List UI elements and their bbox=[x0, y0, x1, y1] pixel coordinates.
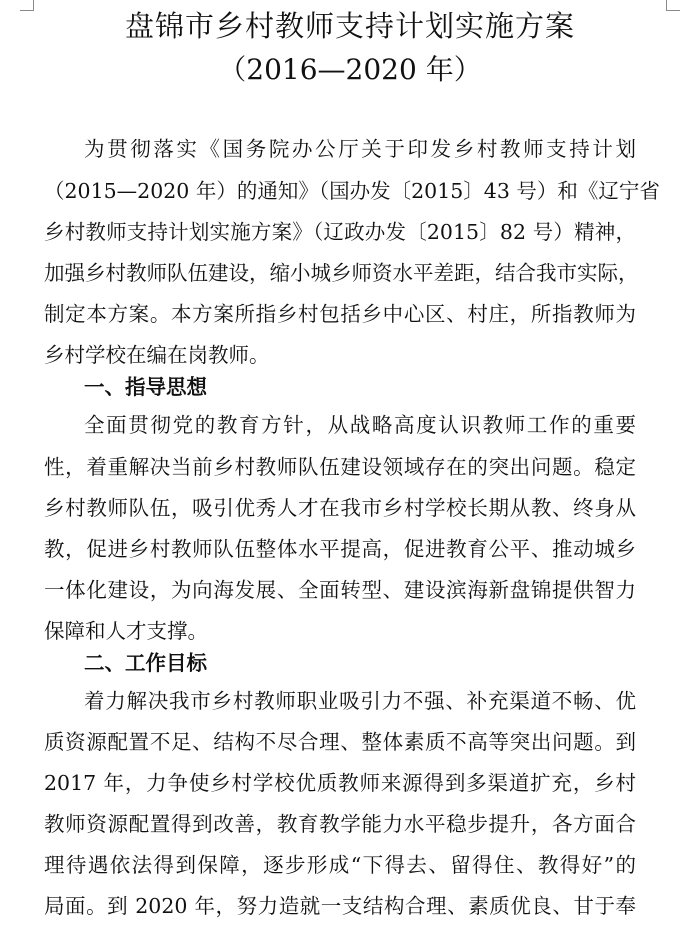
section-heading: 一、指导思想 bbox=[84, 375, 207, 399]
document-subtitle: （2016—2020 年） bbox=[218, 53, 482, 86]
paragraph-line: 教师资源配置得到改善，教育教学能力水平稳步提升，各方面合 bbox=[44, 812, 636, 836]
section-heading: 二、工作目标 bbox=[84, 651, 207, 675]
paragraph-line: 乡村学校在编在岗教师。 bbox=[44, 343, 270, 367]
paragraph-line: 着力解决我市乡村教师职业吸引力不强、补充渠道不畅、优 bbox=[84, 689, 636, 713]
paragraph-line: 乡村教师队伍，吸引优秀人才在我市乡村学校长期从教、终身从 bbox=[44, 496, 636, 520]
paragraph-line: 局面。到 2020 年，努力造就一支结构合理、素质优良、甘于奉 bbox=[44, 894, 636, 918]
paragraph-line: 质资源配置不足、结构不尽合理、整体素质不高等突出问题。到 bbox=[44, 730, 636, 754]
paragraph-line: （2015—2020 年）的通知》（国办发〔2015〕43 号）和《辽宁省 bbox=[44, 179, 660, 203]
paragraph-line: 制定本方案。本方案所指乡村包括乡中心区、村庄，所指教师为 bbox=[44, 302, 636, 326]
paragraph-line: 性，着重解决当前乡村教师队伍建设领域存在的突出问题。稳定 bbox=[44, 455, 636, 479]
document-body bbox=[44, 0, 660, 932]
paragraph-line: 2017 年，力争使乡村学校优质教师来源得到多渠道扩充，乡村 bbox=[44, 771, 636, 795]
paragraph-line: 理待遇依法得到保障，逐步形成“下得去、留得住、教得好”的 bbox=[44, 853, 636, 877]
paragraph-line: 教，促进乡村教师队伍整体水平提高，促进教育公平、推动城乡 bbox=[44, 537, 636, 561]
paragraph-line: 全面贯彻党的教育方针，从战略高度认识教师工作的重要 bbox=[84, 413, 636, 437]
paragraph-line: 加强乡村教师队伍建设，缩小城乡师资水平差距，结合我市实际， bbox=[44, 261, 639, 285]
document-title: 盘锦市乡村教师支持计划实施方案 bbox=[124, 9, 575, 43]
paragraph-line: 乡村教师支持计划实施方案》（辽政办发〔2015〕82 号）精神， bbox=[44, 220, 636, 244]
paragraph-line: 一体化建设，为向海发展、全面转型、建设滨海新盘锦提供智力 bbox=[44, 578, 636, 602]
paragraph-line: 为贯彻落实《国务院办公厅关于印发乡村教师支持计划 bbox=[84, 137, 636, 161]
paragraph-line: 保障和人才支撑。 bbox=[44, 619, 208, 643]
